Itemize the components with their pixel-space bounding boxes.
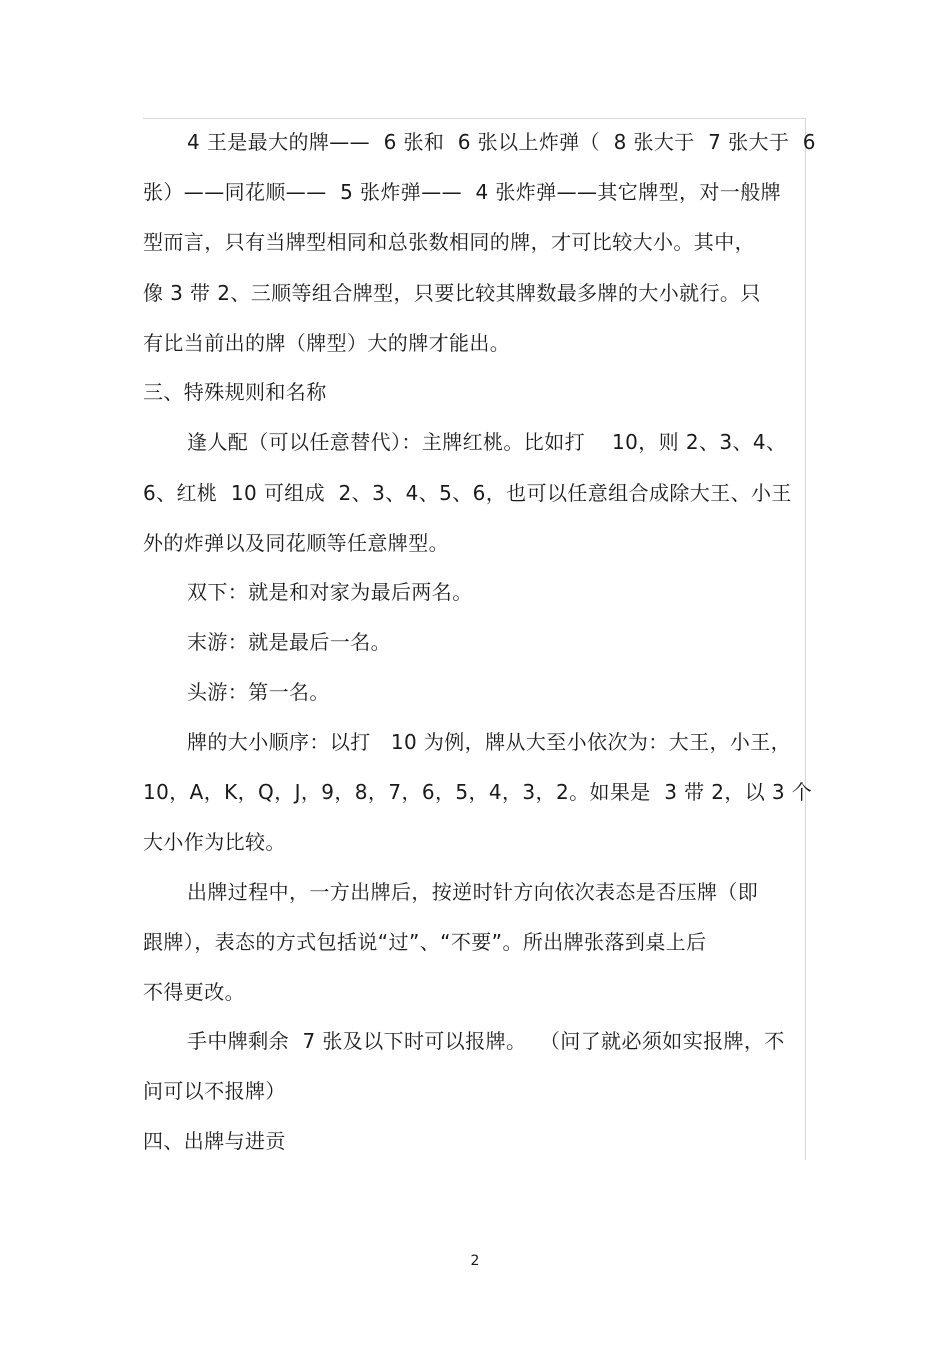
paragraph-line: 型而言，只有当牌型相同和总张数相同的牌，才可比较大小。其中， [143,230,755,254]
paragraph-line: 张）——同花顺—— 5 张炸弹—— 4 张炸弹——其它牌型，对一般牌 [143,180,781,204]
paragraph-line: 头游：第一名。 [187,680,330,704]
paragraph-line: 外的炸弹以及同花顺等任意牌型。 [143,531,449,555]
paragraph-line: 牌的大小顺序：以打 10 为例，牌从大至小依次为：大王，小王， [187,730,792,754]
paragraph-line: 出牌过程中，一方出牌后，按逆时针方向依次表态是否压牌（即 [187,880,759,904]
paragraph-line: 末游：就是最后一名。 [187,630,391,654]
paragraph-line: 逢人配（可以任意替代）：主牌红桃。比如打 10，则 2、3、4、 [187,430,787,454]
paragraph-line: 10，A，K，Q，J，9，8，7，6，5，4，3，2。如果是 3 带 2，以 3 个 [143,780,813,804]
paragraph-line: 问可以不报牌） [143,1079,286,1103]
page-number: 2 [470,1253,480,1269]
paragraph-line: 不得更改。 [143,980,245,1004]
paragraph-line: 4 王是最大的牌—— 6 张和 6 张以上炸弹（ 8 张大于 7 张大于 6 [187,130,816,154]
paragraph-line: 有比当前出的牌（牌型）大的牌才能出。 [143,331,511,355]
section-heading: 三、特殊规则和名称 [143,380,327,404]
paragraph-line: 6、红桃 10 可组成 2、3、4、5、6，也可以任意组合成除大王、小王 [143,481,792,505]
paragraph-line: 大小作为比较。 [143,830,286,854]
paragraph-line: 手中牌剩余 7 张及以下时可以报牌。 （问了就必须如实报牌，不 [187,1029,785,1053]
paragraph-line: 跟牌），表态的方式包括说“过”、“不要”。所出牌张落到桌上后 [143,930,707,954]
paragraph-line: 像 3 带 2、三顺等组合牌型，只要比较其牌数最多牌的大小就行。只 [143,281,761,305]
section-heading: 四、出牌与进贡 [143,1129,286,1153]
paragraph-line: 双下：就是和对家为最后两名。 [187,580,473,604]
